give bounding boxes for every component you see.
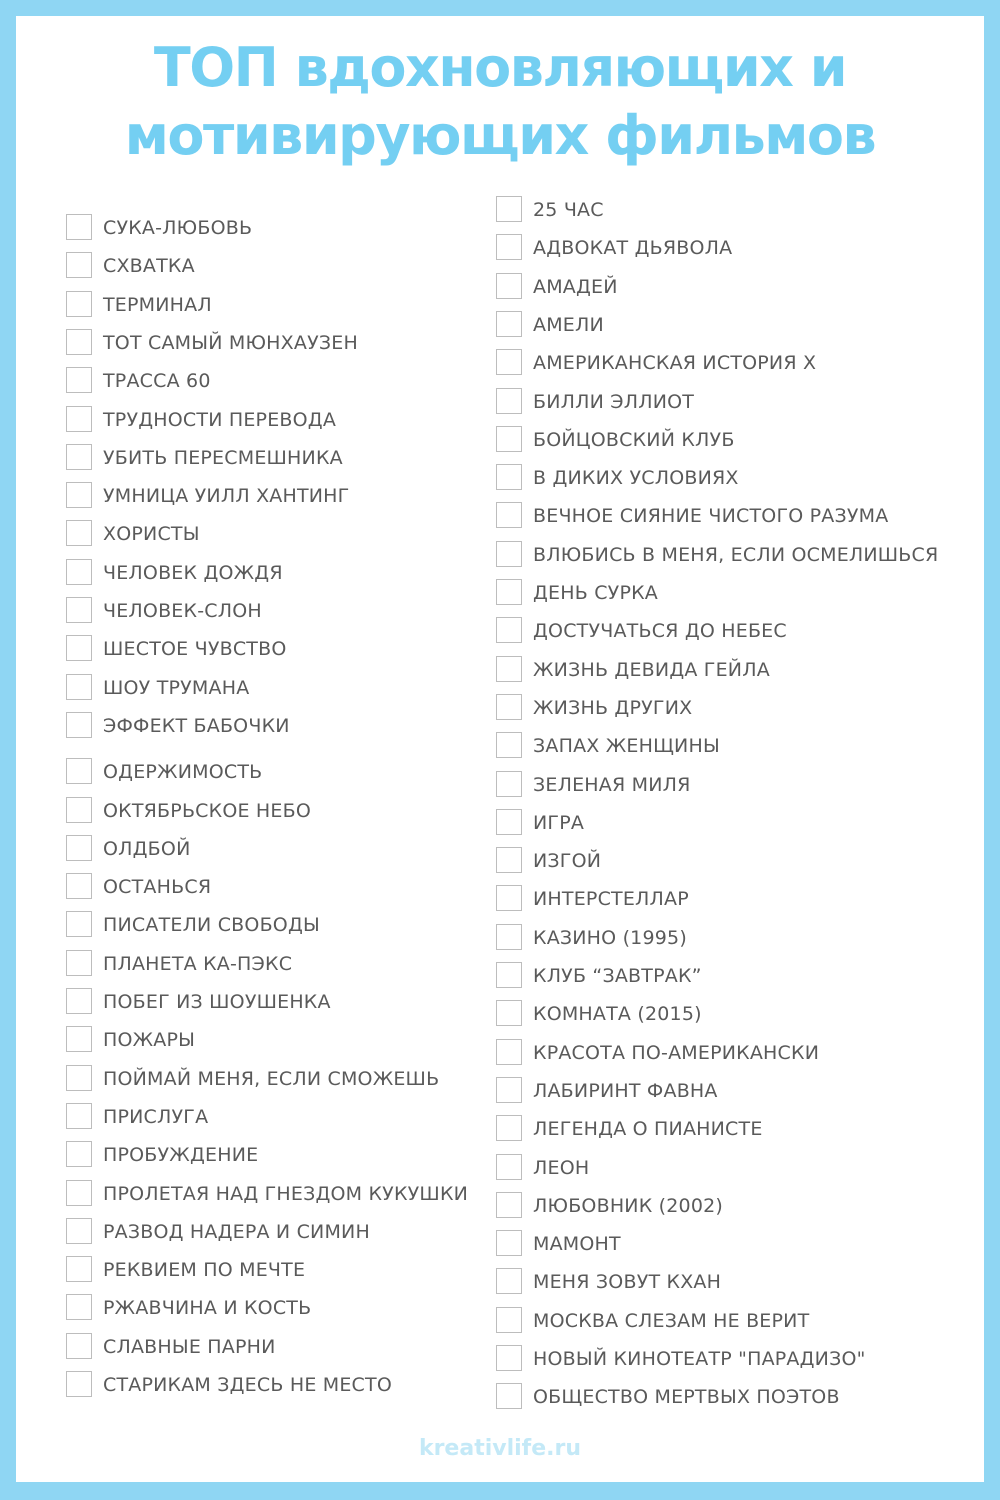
checkbox[interactable] — [496, 196, 522, 222]
checkbox[interactable] — [66, 482, 92, 508]
movie-title: ЗЕЛЕНАЯ МИЛЯ — [533, 773, 691, 796]
movie-title: РАЗВОД НАДЕРА И СИМИН — [103, 1220, 370, 1243]
movie-title: ДЕНЬ СУРКА — [533, 582, 658, 604]
checkbox[interactable] — [496, 885, 522, 911]
movie-title: МАМОНТ — [533, 1233, 621, 1256]
movie-title: ТОТ САМЫЙ МЮНХАУЗЕН — [103, 331, 358, 354]
checkbox[interactable] — [66, 597, 92, 623]
movie-title: ЖИЗНЬ ДЕВИДА ГЕЙЛА — [533, 658, 770, 681]
checkbox[interactable] — [66, 406, 92, 432]
movie-title: СЛАВНЫЕ ПАРНИ — [103, 1335, 276, 1358]
checkbox[interactable] — [66, 1065, 92, 1091]
movie-title: ЛЮБОВНИК (2002) — [533, 1194, 724, 1217]
checkbox[interactable] — [66, 444, 92, 470]
movie-title: ЗАПАХ ЖЕНЩИНЫ — [533, 735, 720, 758]
checkbox[interactable] — [496, 1000, 522, 1026]
movie-title: ПИСАТЕЛИ СВОБОДЫ — [103, 914, 320, 937]
checkbox[interactable] — [66, 988, 92, 1014]
checkbox[interactable] — [66, 559, 92, 585]
checkbox[interactable] — [496, 1383, 522, 1409]
movie-title: ОЛДБОЙ — [103, 837, 191, 860]
page-title — [16, 34, 984, 170]
movie-title: АМЕЛИ — [533, 313, 604, 336]
checkbox[interactable] — [66, 1141, 92, 1167]
movie-title: ЛАБИРИНТ ФАВНА — [533, 1079, 718, 1102]
movie-title: КЛУБ “ЗАВТРАК” — [533, 965, 702, 987]
movie-title: В ДИКИХ УСЛОВИЯХ — [533, 467, 739, 490]
movie-title: 25 ЧАС — [533, 199, 604, 221]
checkbox[interactable] — [496, 771, 522, 797]
checkbox[interactable] — [496, 694, 522, 720]
title-line-1: ТОП вдохновляющих и — [153, 36, 847, 99]
checkbox[interactable] — [66, 1294, 92, 1320]
checkbox[interactable] — [496, 1345, 522, 1371]
movie-title: ШОУ ТРУМАНА — [103, 676, 250, 699]
checkbox[interactable] — [496, 1307, 522, 1333]
movie-title: РЕКВИЕМ ПО МЕЧТЕ — [103, 1259, 306, 1282]
checkbox[interactable] — [496, 234, 522, 260]
checkbox[interactable] — [496, 273, 522, 299]
movie-title: ИГРА — [533, 811, 585, 834]
checkbox[interactable] — [66, 291, 92, 317]
title-line-2: мотивирующих фильмов — [124, 104, 876, 167]
checkbox[interactable] — [496, 541, 522, 567]
movie-title: ШЕСТОЕ ЧУВСТВО — [103, 638, 287, 661]
movie-title: ОБЩЕСТВО МЕРТВЫХ ПОЭТОВ — [533, 1386, 840, 1409]
movie-title: РЖАВЧИНА И КОСТЬ — [103, 1297, 312, 1320]
movie-title: ТЕРМИНАЛ — [103, 293, 212, 316]
checkbox[interactable] — [66, 252, 92, 278]
movie-title: КОМНАТА (2015) — [533, 1003, 702, 1026]
movie-title: ЧЕЛОВЕК ДОЖДЯ — [103, 561, 283, 584]
movie-title: БИЛЛИ ЭЛЛИОТ — [533, 390, 695, 413]
checkbox[interactable] — [66, 1371, 92, 1397]
movie-title: НОВЫЙ КИНОТЕАТР "ПАРАДИЗО" — [533, 1348, 866, 1370]
checklist-sheet — [16, 16, 984, 1482]
site-watermark: kreativlife.ru — [418, 1436, 582, 1461]
movie-title: ЖИЗНЬ ДРУГИХ — [533, 696, 693, 719]
movie-title: БОЙЦОВСКИЙ КЛУБ — [533, 428, 735, 451]
checkbox[interactable] — [496, 656, 522, 682]
checkbox[interactable] — [496, 464, 522, 490]
movie-title: СУКА-ЛЮБОВЬ — [103, 217, 253, 239]
checkbox[interactable] — [66, 1218, 92, 1244]
checkbox[interactable] — [66, 520, 92, 546]
checkbox[interactable] — [66, 835, 92, 861]
checkbox[interactable] — [66, 214, 92, 240]
checkbox[interactable] — [496, 1077, 522, 1103]
movie-title: ЛЕГЕНДА О ПИАНИСТЕ — [533, 1118, 763, 1141]
movie-title: ПЛАНЕТА КА-ПЭКС — [103, 952, 293, 975]
checkbox[interactable] — [66, 674, 92, 700]
movie-title: ТРАССА 60 — [103, 370, 211, 393]
movie-title: ДОСТУЧАТЬСЯ ДО НЕБЕС — [533, 620, 787, 643]
movie-title: ПРОБУЖДЕНИЕ — [103, 1144, 259, 1167]
checkbox[interactable] — [66, 712, 92, 738]
checkbox[interactable] — [496, 1039, 522, 1065]
checkbox[interactable] — [66, 950, 92, 976]
checkbox[interactable] — [496, 426, 522, 452]
checkbox[interactable] — [496, 1230, 522, 1256]
movie-title: УМНИЦА УИЛЛ ХАНТИНГ — [103, 485, 350, 508]
checkbox[interactable] — [66, 1333, 92, 1359]
checkbox[interactable] — [66, 635, 92, 661]
movie-title: ЛЕОН — [533, 1156, 590, 1179]
checkbox[interactable] — [496, 1115, 522, 1141]
movie-title: МОСКВА СЛЕЗАМ НЕ ВЕРИТ — [533, 1309, 810, 1332]
movie-title: АМАДЕЙ — [533, 275, 618, 298]
checkbox[interactable] — [66, 329, 92, 355]
checkbox[interactable] — [496, 847, 522, 873]
movie-title: ПРОЛЕТАЯ НАД ГНЕЗДОМ КУКУШКИ — [103, 1182, 469, 1205]
movie-title: ВЕЧНОЕ СИЯНИЕ ЧИСТОГО РАЗУМА — [533, 505, 889, 528]
movie-title: ТРУДНОСТИ ПЕРЕВОДА — [103, 408, 337, 431]
checkbox[interactable] — [496, 617, 522, 643]
checkbox[interactable] — [66, 873, 92, 899]
movie-title: СТАРИКАМ ЗДЕСЬ НЕ МЕСТО — [103, 1374, 392, 1396]
checkbox[interactable] — [66, 758, 92, 784]
checkbox[interactable] — [496, 349, 522, 375]
checkbox[interactable] — [496, 1192, 522, 1218]
movie-title: ИНТЕРСТЕЛЛАР — [533, 888, 689, 911]
checkbox[interactable] — [496, 962, 522, 988]
movie-title: КРАСОТА ПО-АМЕРИКАНСКИ — [533, 1041, 820, 1064]
movie-title: АДВОКАТ ДЬЯВОЛА — [533, 237, 733, 260]
checkbox[interactable] — [66, 367, 92, 393]
checkbox[interactable] — [496, 809, 522, 835]
checkbox[interactable] — [66, 1256, 92, 1282]
checkbox[interactable] — [66, 1026, 92, 1052]
movie-title: ПОЖАРЫ — [103, 1029, 196, 1052]
movie-title: ОКТЯБРЬСКОЕ НЕБО — [103, 799, 312, 822]
movie-title: СХВАТКА — [103, 255, 195, 278]
movie-title: ПРИСЛУГА — [103, 1105, 209, 1128]
movie-title: ЧЕЛОВЕК-СЛОН — [103, 600, 262, 622]
movie-title: ВЛЮБИСЬ В МЕНЯ, ЕСЛИ ОСМЕЛИШЬСЯ — [533, 543, 939, 566]
checkbox[interactable] — [496, 732, 522, 758]
checkbox[interactable] — [496, 502, 522, 528]
movie-title: ИЗГОЙ — [533, 850, 602, 873]
movie-title: УБИТЬ ПЕРЕСМЕШНИКА — [103, 446, 343, 469]
movie-title: ХОРИСТЫ — [103, 523, 200, 546]
movie-title: АМЕРИКАНСКАЯ ИСТОРИЯ Х — [533, 352, 817, 375]
checkbox[interactable] — [496, 388, 522, 414]
checkbox[interactable] — [496, 579, 522, 605]
movie-title: КАЗИНО (1995) — [533, 926, 687, 949]
checkbox[interactable] — [496, 1268, 522, 1294]
checkbox[interactable] — [496, 311, 522, 337]
movie-title: МЕНЯ ЗОВУТ КХАН — [533, 1271, 722, 1294]
movie-title: ЭФФЕКТ БАБОЧКИ — [103, 714, 290, 737]
checkbox[interactable] — [66, 911, 92, 937]
checkbox[interactable] — [496, 1154, 522, 1180]
checkbox[interactable] — [66, 1180, 92, 1206]
checkbox[interactable] — [66, 1103, 92, 1129]
checkbox[interactable] — [66, 797, 92, 823]
movie-title: ПОБЕГ ИЗ ШОУШЕНКА — [103, 991, 331, 1013]
checkbox[interactable] — [496, 924, 522, 950]
movie-title: ПОЙМАЙ МЕНЯ, ЕСЛИ СМОЖЕШЬ — [103, 1067, 440, 1090]
movie-title: ОДЕРЖИМОСТЬ — [103, 761, 263, 784]
movie-title: ОСТАНЬСЯ — [103, 876, 212, 899]
